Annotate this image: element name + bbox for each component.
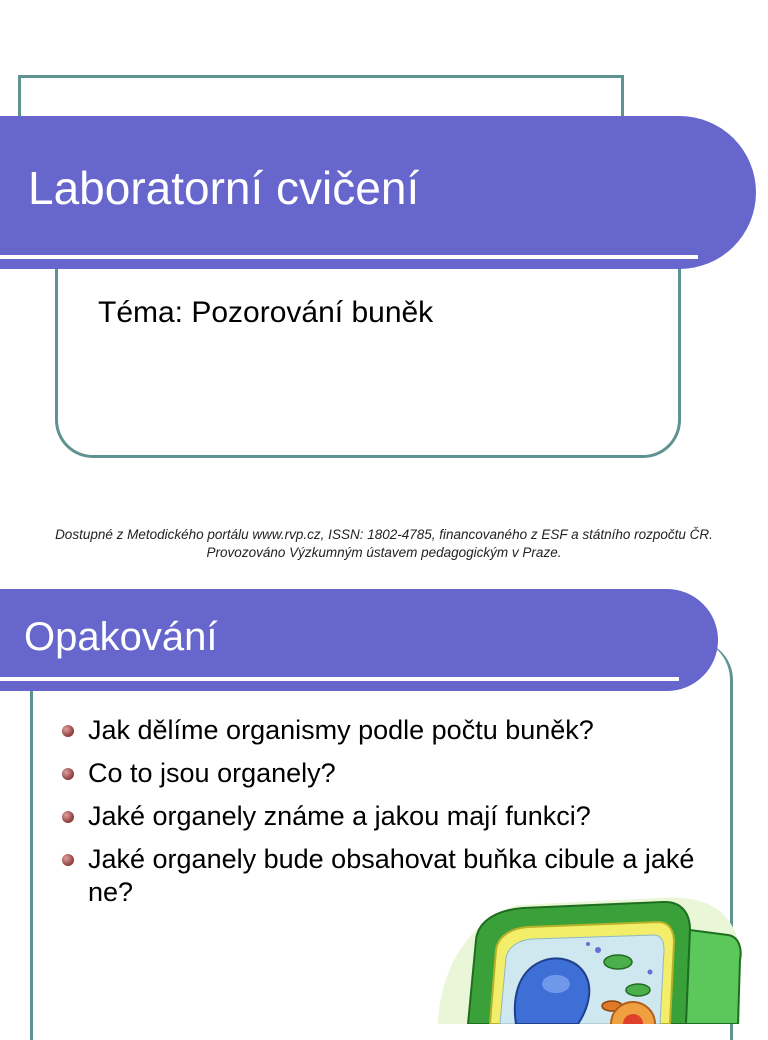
- bullet-icon: [62, 854, 74, 866]
- bullet-text: Jak dělíme organismy podle počtu buněk?: [88, 715, 594, 745]
- credit-line-2: Provozováno Výzkumným ústavem pedagogickým v Praze.: [206, 545, 562, 560]
- bullet-text: Co to jsou organely?: [88, 758, 336, 788]
- ribosome-icon: [595, 947, 601, 953]
- ribosome-icon: [586, 942, 590, 946]
- list-item: [60, 800, 700, 833]
- bullet-icon: [62, 725, 74, 737]
- slide2-title-band: [0, 589, 718, 691]
- slide1-title-band: [0, 116, 756, 269]
- bullet-text: Jaké organely známe a jakou mají funkci?: [88, 801, 591, 831]
- bullet-icon: [62, 811, 74, 823]
- chloroplast-icon: [626, 984, 650, 996]
- slide1-subtitle: Téma: Pozorování buněk: [98, 296, 434, 329]
- credit-note: [0, 526, 768, 562]
- slide1-title-underline: [0, 255, 698, 259]
- credit-line-1: Dostupné z Metodického portálu www.rvp.cz, ISSN: 1802-4785, financovaného z ESF a státního rozpočtu ČR.: [55, 527, 713, 542]
- list-item: [60, 714, 700, 747]
- list-item: [60, 757, 700, 790]
- chloroplast-icon: [604, 955, 632, 969]
- slide1-subtitle-frame: [55, 255, 681, 458]
- plant-cell-illustration: [428, 880, 768, 1024]
- vacuole-highlight: [542, 975, 570, 993]
- slide1-title: Laboratorní cvičení: [28, 162, 420, 214]
- ribosome-icon: [648, 970, 653, 975]
- slide2-title: Opakování: [24, 615, 218, 659]
- cell-wall-side: [686, 930, 741, 1024]
- slide2-title-underline: [0, 677, 679, 681]
- bullet-text: Jaké organely bude obsahovat buňka cibule a jaké ne?: [88, 844, 695, 907]
- bullet-icon: [62, 768, 74, 780]
